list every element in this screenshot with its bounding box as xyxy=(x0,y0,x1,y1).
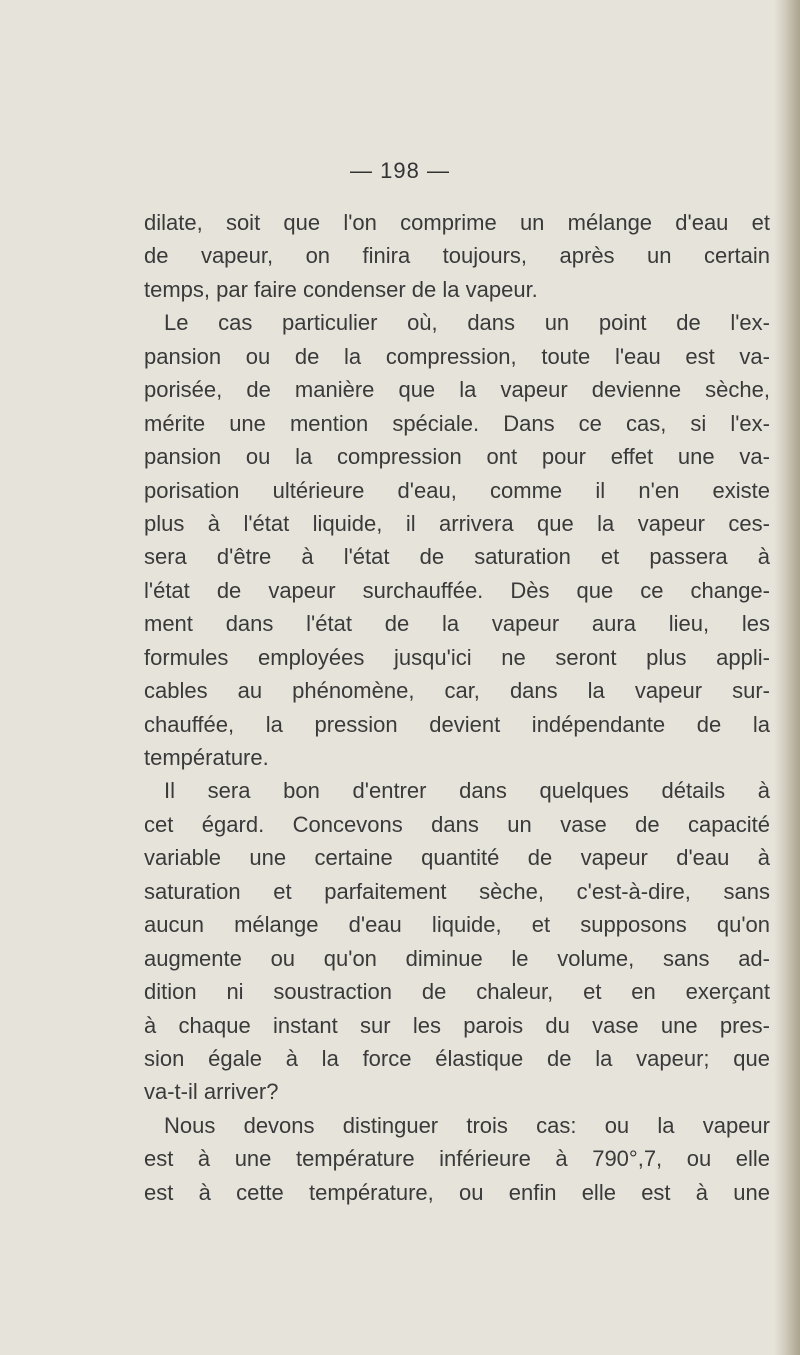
text-line: plus à l'état liquide, il arrivera que la vapeur ces- xyxy=(144,510,770,536)
text-line: à chaque instant sur les parois du vase une pres- xyxy=(144,1012,770,1038)
text-line: Il sera bon d'entrer dans quelques détails à xyxy=(164,778,770,804)
text-line: cet égard. Concevons dans un vase de capacité xyxy=(144,811,770,837)
text-line: ment dans l'état de la vapeur aura lieu, les xyxy=(144,611,770,637)
text-line: aucun mélange d'eau liquide, et supposons qu'on xyxy=(144,912,770,938)
text-line: l'état de vapeur surchauffée. Dès que ce change- xyxy=(144,577,770,603)
text-line: porisation ultérieure d'eau, comme il n'en existe xyxy=(144,477,770,503)
text-line: pansion ou de la compression, toute l'eau est va- xyxy=(144,343,770,369)
text-line: porisée, de manière que la vapeur devienne sèche, xyxy=(144,377,770,403)
text-line: est à cette température, ou enfin elle est à une xyxy=(144,1179,770,1205)
text-line: est à une température inférieure à 790°,7, ou elle xyxy=(144,1146,770,1172)
text-line: saturation et parfaitement sèche, c'est-à-dire, sans xyxy=(144,878,770,904)
page-number: — 198 — xyxy=(350,158,450,183)
text-line: augmente ou qu'on diminue le volume, sans ad- xyxy=(144,945,770,971)
text-line: mérite une mention spéciale. Dans ce cas, si l'ex- xyxy=(144,410,770,436)
text-line: variable une certaine quantité de vapeur d'eau à xyxy=(144,845,770,871)
text-line: chauffée, la pression devient indépendante de la xyxy=(144,711,770,737)
text-line: formules employées jusqu'ici ne seront plus appli- xyxy=(144,644,770,670)
page-edge-shadow xyxy=(774,0,800,1355)
text-line: sera d'être à l'état de saturation et passera à xyxy=(144,544,770,570)
text-line: dition ni soustraction de chaleur, et en exerçant xyxy=(144,979,770,1005)
text-line: de vapeur, on finira toujours, après un certain xyxy=(144,243,770,269)
text-line: temps, par faire condenser de la vapeur. xyxy=(144,276,538,302)
text-line: dilate, soit que l'on comprime un mélange d'eau et xyxy=(144,210,770,235)
text-line: cables au phénomène, car, dans la vapeur sur- xyxy=(144,678,770,704)
text-line: Le cas particulier où, dans un point de l'ex- xyxy=(164,310,770,336)
text-line: sion égale à la force élastique de la vapeur; que xyxy=(144,1045,770,1071)
text-line: Nous devons distinguer trois cas: ou la vapeur xyxy=(164,1112,770,1138)
text-line: température. xyxy=(144,745,269,770)
text-line: pansion ou la compression ont pour effet une va- xyxy=(144,444,770,470)
text-line: va-t-il arriver? xyxy=(144,1079,279,1105)
body-text xyxy=(144,206,770,1209)
